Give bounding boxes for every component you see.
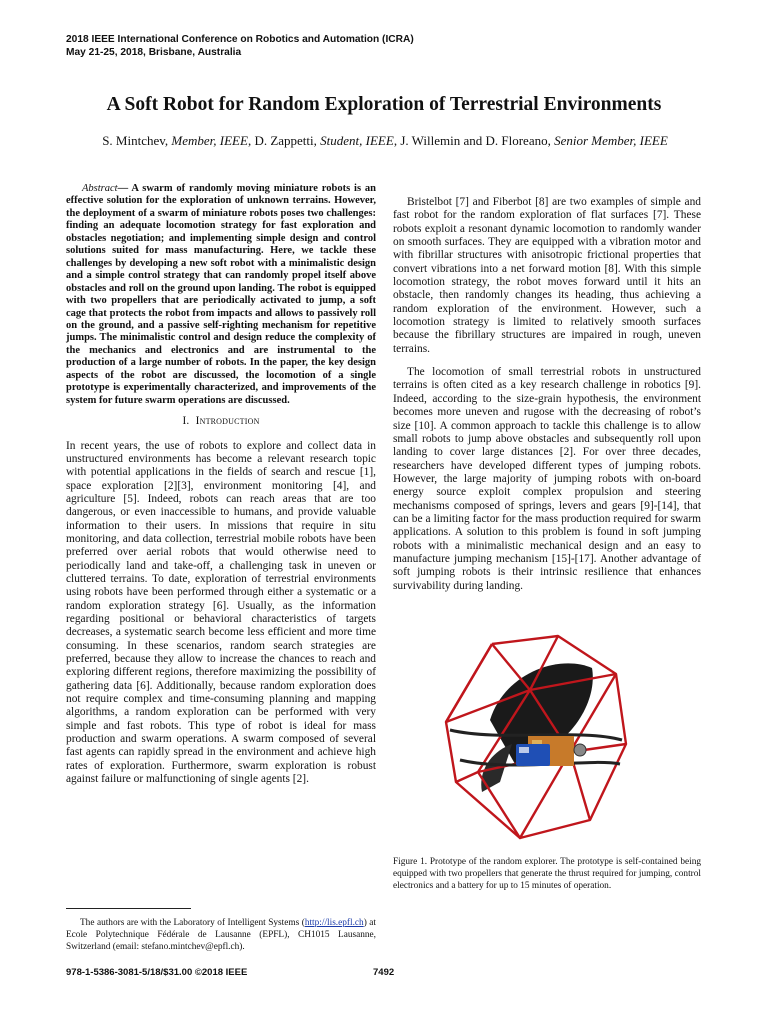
author-3-role: Senior Member, IEEE (554, 133, 668, 148)
author-affiliation-footnote (66, 917, 376, 953)
isbn-line: 978-1-5386-3081-5/18/$31.00 ©2018 IEEE (66, 967, 248, 978)
figure-caption: Figure 1. Prototype of the random explorer. The prototype is self-contained being equipped with two propellers that generate the thrust required for jumping, control electronics and a battery for up to 15 minutes of operation. (393, 857, 701, 892)
conference-name: 2018 IEEE International Conference on Robotics and Automation (ICRA) (66, 34, 414, 45)
footnote-post: ) at Ecole Polytechnique Fédérale de Lausanne (EPFL), CH1015 Lausanne, Switzerland (email: stefano.mintchev@epfl.ch). (66, 918, 376, 952)
section-number: I. (182, 415, 190, 428)
author-1-role: Member, IEEE (171, 133, 248, 148)
conference-dates: May 21-25, 2018, Brisbane, Australia (66, 46, 242, 58)
motor (574, 744, 586, 756)
author-2: , D. Zappetti, (247, 133, 321, 148)
section-heading-introduction (66, 415, 376, 428)
author-1: S. Mintchev, (102, 133, 172, 148)
right-column (393, 196, 701, 593)
author-3: , J. Willemin and D. Floreano, (393, 133, 555, 148)
abstract-lead: Abstract (82, 183, 118, 194)
footnote-rule (66, 908, 191, 909)
abstract-body: — A swarm of randomly moving miniature robots is an effective solution for the exploration of unknown terrains. However, the deployment of a swarm of miniature robots poses two challenges: finding an adequate locomotion strategy for fast exploration and obstacles negotiation; and implementing simple design and control solutions suited for mass manufacturing. Here, we tackle these challenges by developing a new soft robot with a minimalistic design and a simple control strategy that can randomly propel itself above obstacles and roll on the ground upon landing. The robot is equipped with two propellers that are periodically activated to jump, a soft cage that protects the robot from impacts and allows to passively roll on the ground, and a passive self-righting mechanism for repetitive jumps. The minimalistic control and design reduce the complexity of the mechanics and electronics and are instrumental to the production of a large number of robots. In the paper, the key design aspects of the robot are discussed, the locomotion of a single prototype is experimentally characterized, and improvements of the system for future swarm operations are discussed. (66, 183, 376, 406)
author-2-role: Student, IEEE (320, 133, 394, 148)
robot-prototype-figure (420, 632, 676, 850)
paragraph-locomotion: The locomotion of small terrestrial robots in unstructured terrains is often cited as a key research challenge in robotics [9]. Indeed, according to the size-grain hypothesis, the environment becomes more uneven and rugose with the decreasing of robot’s size [10]. A common approach to tackle this challenge is to allow small robots to jump above obstacles and subsequently roll upon landing to cover large distances [2]. For over three decades, researchers have developed different types of jumping robots. However, the large majority of jumping robots with on-board energy source exploit complex propulsion and steering mechanisms composed of springs, levers and gears [9]-[14], that can be a limiting factor for the mass production required for swarm applications. A solution to this problem is found in soft jumping robots with a minimalistic mechanical design and an easy to manufacture jumping mechanism [15]-[17]. Another advantage of soft jumping robots is their intrinsic resilience that enhances survivability during landing. (393, 366, 701, 592)
footnote-pre: The authors are with the Laboratory of Intelligent Systems ( (80, 918, 305, 928)
intro-paragraph: In recent years, the use of robots to explore and collect data in unstructured environments has become a relevant research topic with potential applications in the fields of search and rescue [1], space exploration [2][3], environment monitoring [4], and agriculture [5]. Indeed, robots can reach areas that are too dangerous, or even inaccessible to humans, and provide valuable information to their users. In missions that require in situ monitoring, and data collection, terrestrial mobile robots have been preferred over aerial robots that would otherwise need to periodically land and take-off, a challenging task in uneven or cluttered terrains. To date, exploration of terrestrial environments using robots have been performed through either a systematic or a random exploration strategy [6]. Usually, as the information regarding positional or behavioral characteristics of targets decreases, a systematic search become less efficient and more time consuming. In these scenarios, random search strategies are preferred, because they allow to increase the chances to reach and exploring different regions, therefore maximizing the possibility of gathering data [6]. Additionally, because random exploration does not require complex and time-consuming planning and mapping algorithms, a random exploration can be performed with very simple and fast robots. This type of robot is ideal for mass production and swarm operations. A swarm composed of several fast agents can rapidly spread in the environment and achieve high rates of exploration. Furthermore, swarm exploration is robust against failure or malfunctioning of single agents [2]. (66, 439, 376, 786)
paragraph-bristelbot: Bristelbot [7] and Fiberbot [8] are two examples of simple and fast robot for the random exploration of flat surfaces [7]. These robots exploit a resonant dynamic locomotion to randomly wander on smooth surfaces. They are equipped with a vibration motor and with fibrillar structures with anisotropic frictional properties that convert vibrations into a net forward motion [8]. With this simple locomotion strategy, the robot moves forward until it hits an obstacle, then randomly changes its heading, thus achieving a random exploration of the environment. However, such a locomotion strategy is limited to relatively smooth surfaces because the fibrillary structures are impaired in rough, uneven terrains. (393, 196, 701, 355)
abstract (66, 183, 376, 407)
section-title: Introduction (195, 415, 260, 428)
conference-header (66, 34, 414, 59)
page-number: 7492 (373, 967, 395, 978)
paper-title: A Soft Robot for Random Exploration of Terrestrial Environments (106, 94, 662, 115)
battery-label (519, 747, 529, 753)
author-list (90, 133, 680, 149)
lab-website-link[interactable]: http://lis.epfl.ch (304, 918, 364, 928)
left-column (66, 183, 376, 786)
